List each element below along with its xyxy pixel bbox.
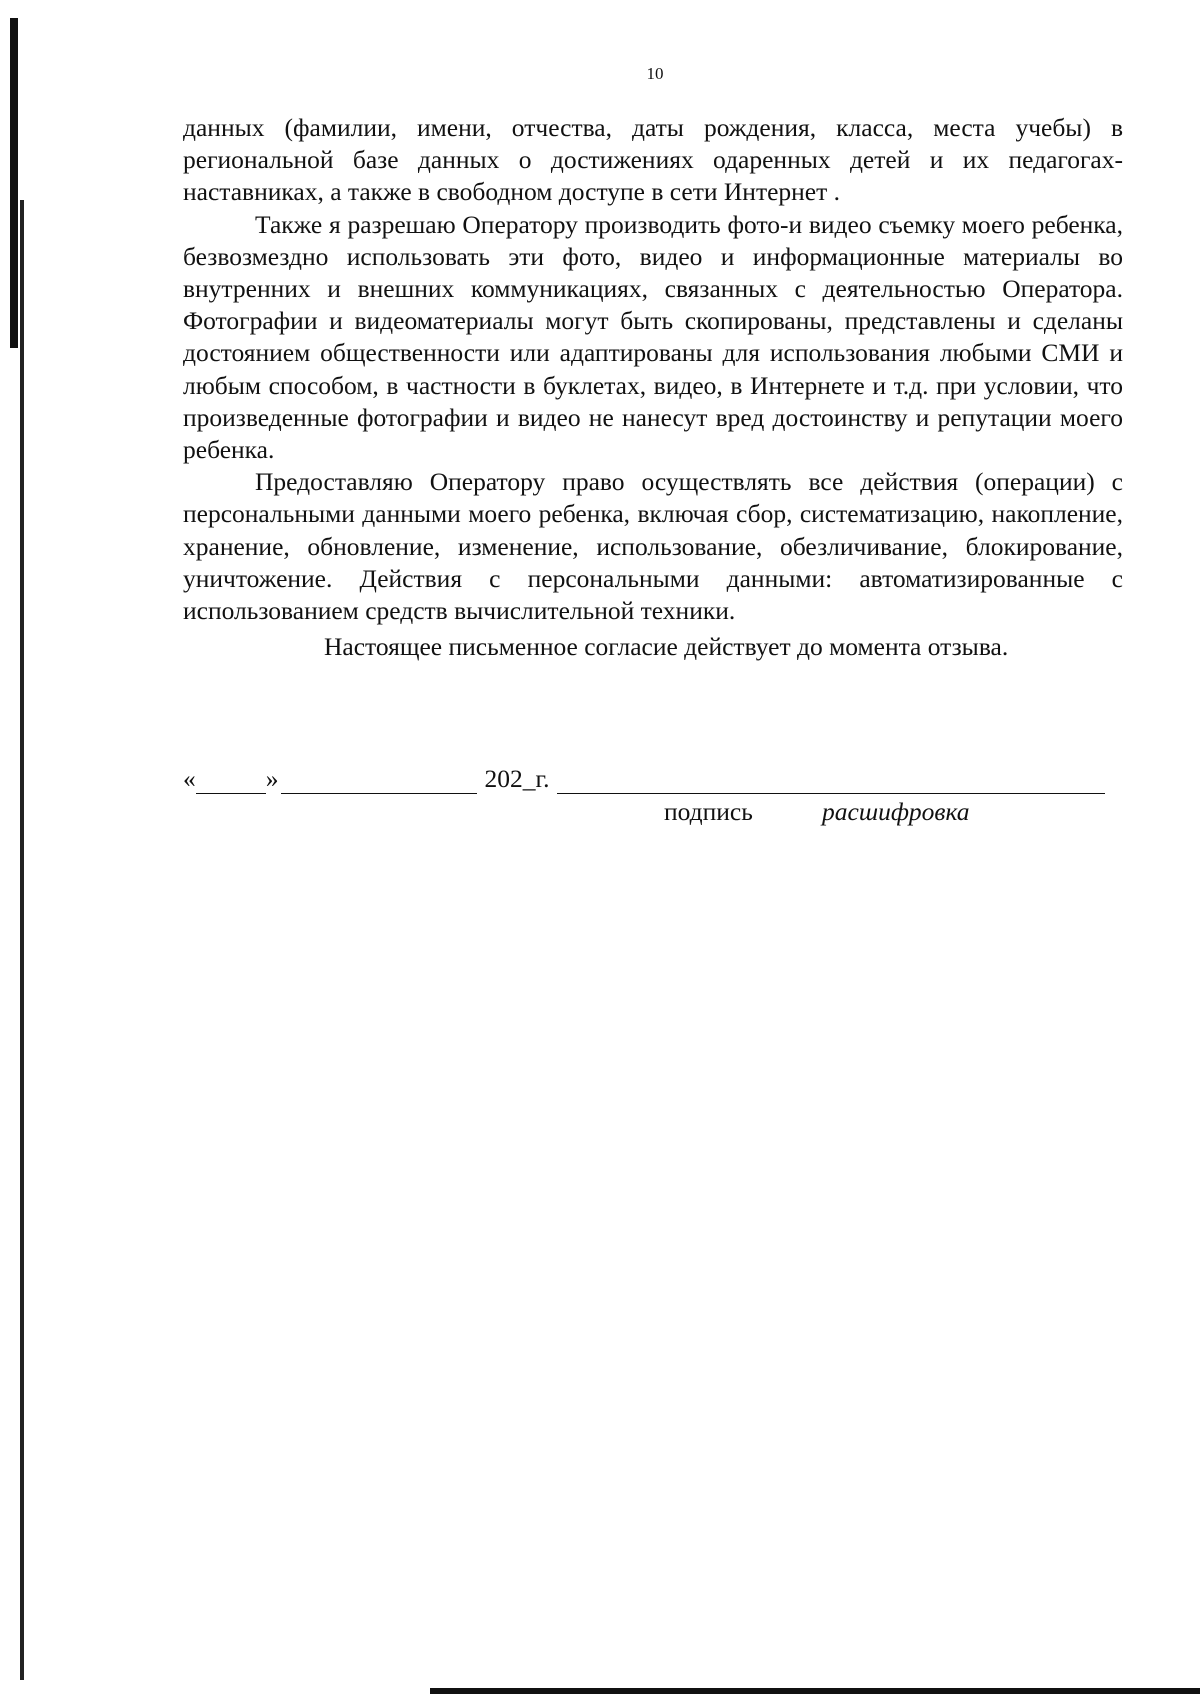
signature-line xyxy=(557,767,1105,794)
year-text: 202_г. xyxy=(484,764,550,793)
page-number: 10 xyxy=(646,64,664,83)
close-quote: » xyxy=(265,764,279,793)
paragraph-data-actions: Предоставляю Оператору право осуществлять все действия (операции) с персональными данными моего ребенка, включая сбор, систематизацию, накопление, хранение, обновление, изменение, использование, обезличивание, блокирование, уничтожение. Действия с персональными данными: автоматизированные с использованием средств вычислительной техники. xyxy=(183,467,1123,626)
paragraph-continuation: данных (фамилии, имени, отчества, даты рождения, класса, места учебы) в региональной базе данных о достижениях одаренных детей и их педагогах-наставниках, а также в свободном доступе в сети Интернет . xyxy=(183,113,1123,207)
scan-left-border xyxy=(20,200,24,1680)
decode-caption: расшифровка xyxy=(822,797,970,826)
consent-body xyxy=(183,112,1123,663)
paragraph-validity: Настоящее письменное согласие действует до момента отзыва. xyxy=(324,632,1009,662)
day-blank xyxy=(196,767,266,794)
month-blank xyxy=(281,767,477,794)
paragraph-photo-video: Также я разрешаю Оператору производить фото-и видео съемку моего ребенка, безвозмездно использовать эти фото, видео и информационные материалы во внутренних и внешних коммуникациях, связанных с деятельностью Оператора. Фотографии и видеоматериалы могут быть скопированы, представлены и сделаны достоянием общественности или адаптированы для использования любыми СМИ и любым способом, в частности в буклетах, видео, в Интернете и т.д. при условии, что произведенные фотографии и видео не нанесут вред достоинству и репутации моего ребенка. xyxy=(183,209,1123,465)
signature-row xyxy=(183,760,1123,794)
scan-bottom-edge xyxy=(430,1688,1200,1694)
signature-caption: подпись xyxy=(664,797,753,826)
open-quote: « xyxy=(183,764,196,793)
